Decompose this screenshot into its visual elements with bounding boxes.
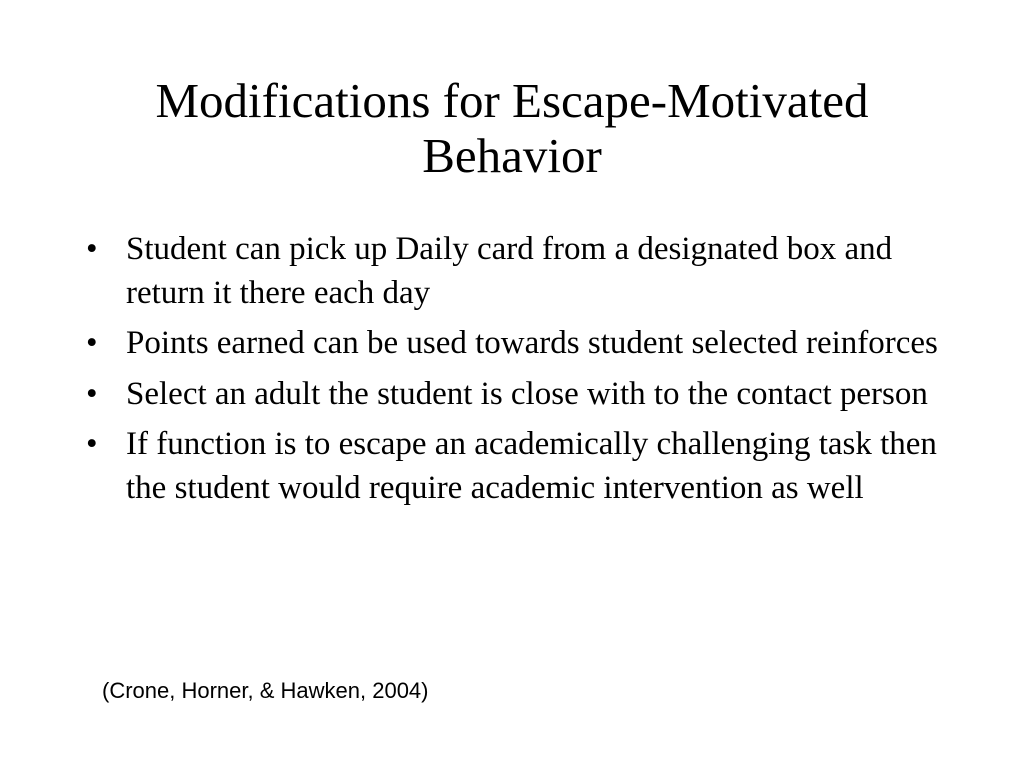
bullet-icon: • [86, 325, 98, 362]
bullet-icon: • [86, 375, 98, 412]
bullet-icon: • [86, 231, 98, 267]
bullet-text: Student can pick up Daily card from a designated box and return it there each day [126, 231, 893, 311]
slide-title: Modifications for Escape-Motivated Behavior [155, 73, 869, 183]
bullet-icon: • [86, 426, 98, 463]
bullet-text: Select an adult the student is close with to the contact person [126, 375, 928, 412]
citation: (Crone, Horner, & Hawken, 2004) [102, 678, 429, 703]
bullet-item [86, 423, 946, 510]
bullet-text: Points earned can be used towards student selected reinforces [126, 325, 938, 362]
bullet-item [86, 373, 946, 417]
bullet-list [86, 228, 946, 517]
bullet-text: If function is to escape an academically challenging task then the student would require academic intervention as well [126, 426, 937, 506]
bullet-item [86, 228, 946, 315]
bullet-item [86, 322, 946, 366]
